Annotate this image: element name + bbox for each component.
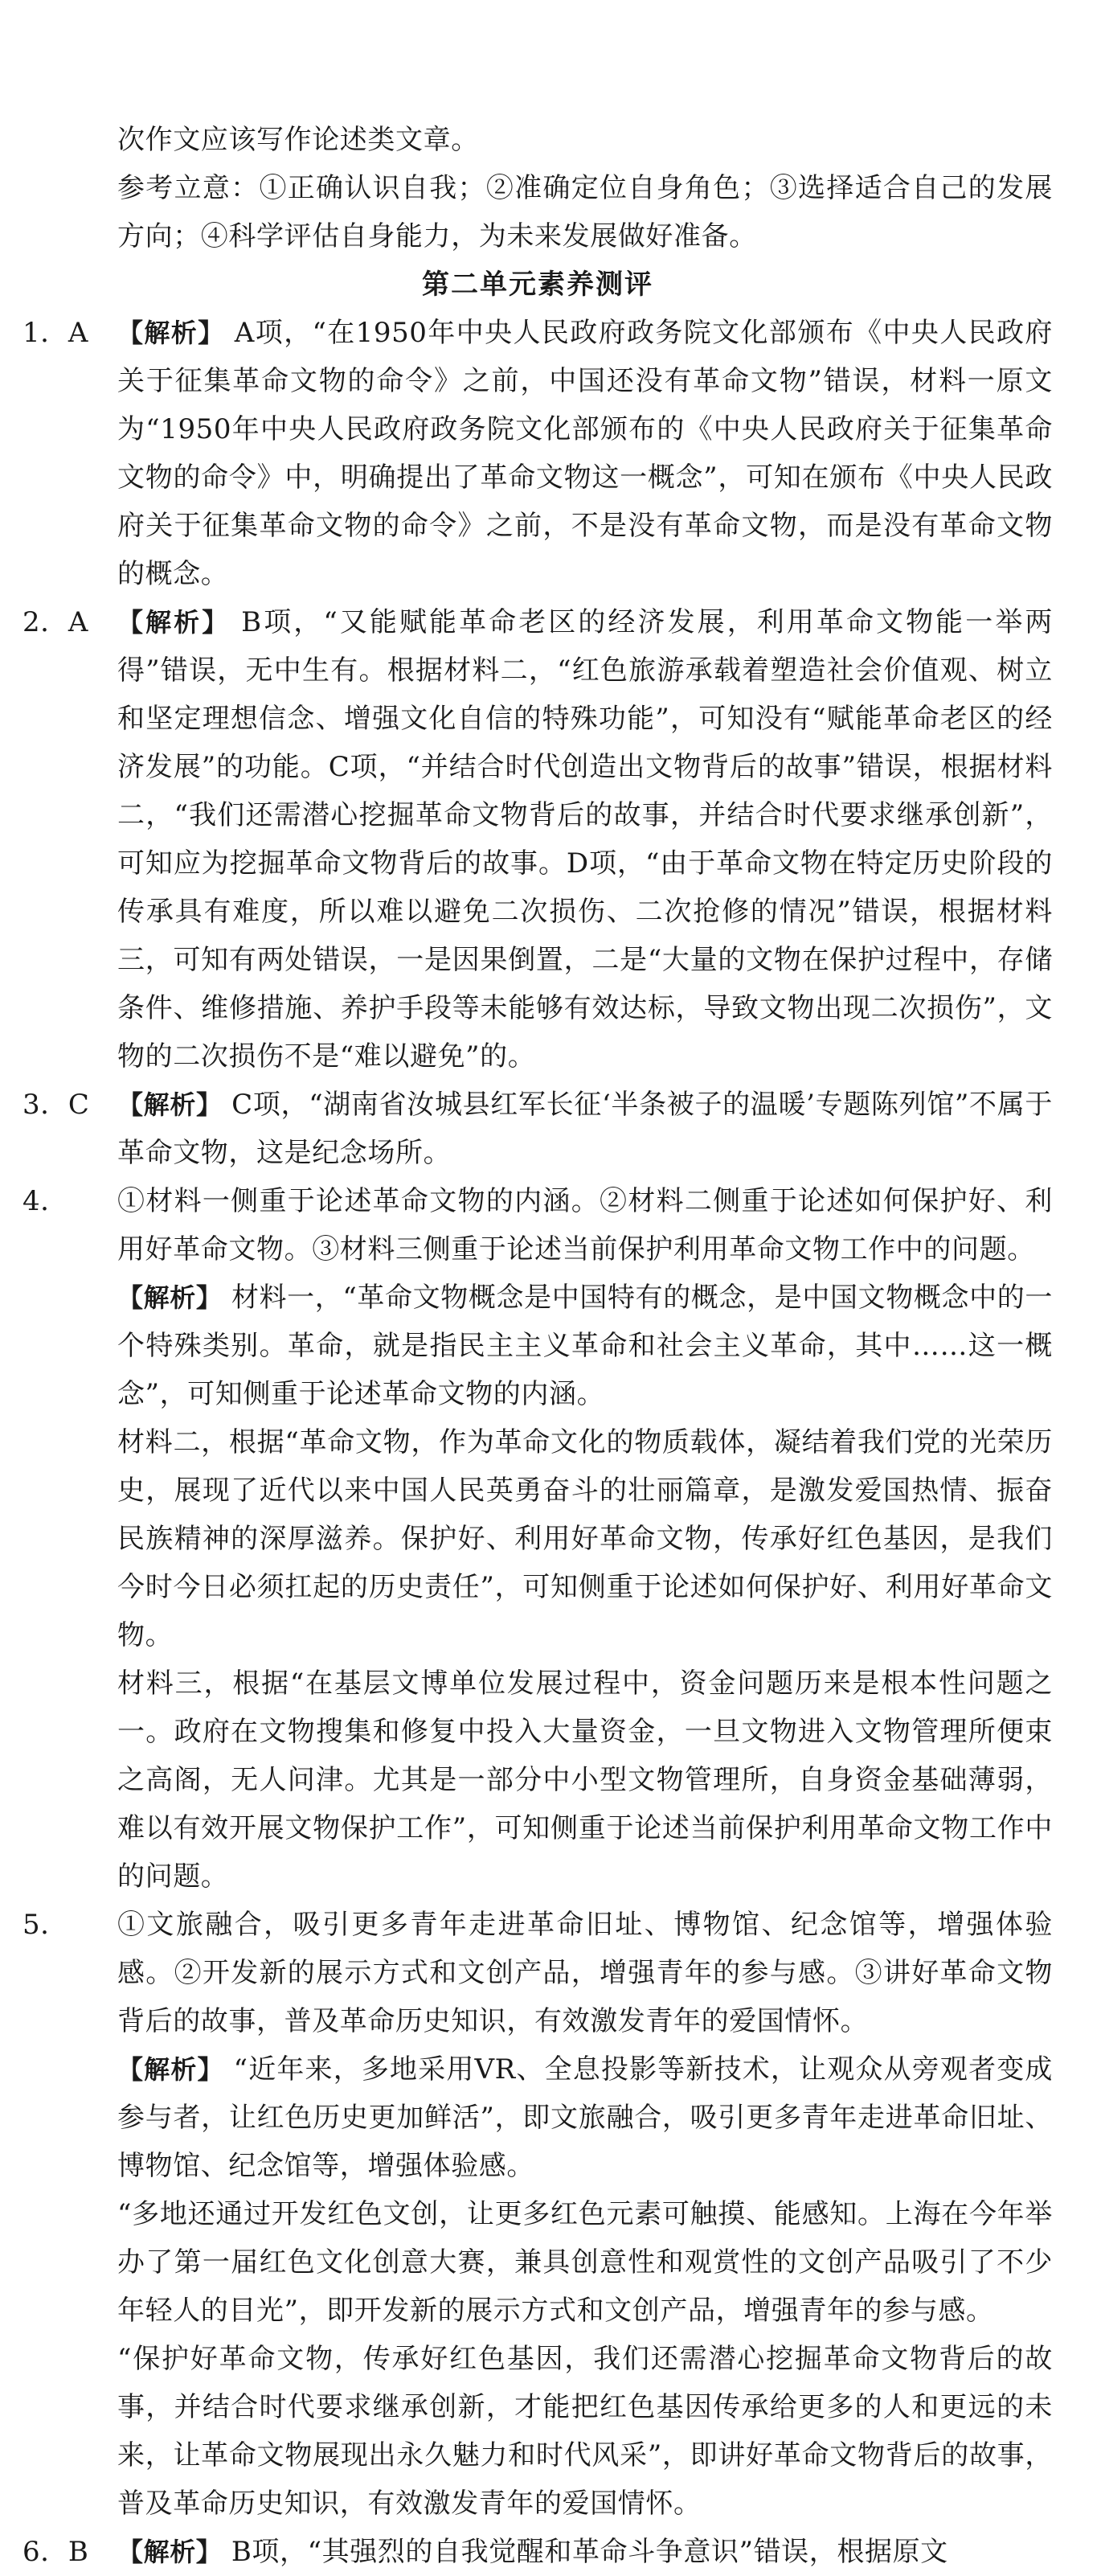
analysis-tag: 【解析】	[117, 1089, 223, 1120]
question-item-6	[23, 2528, 1053, 2576]
question-item-4	[23, 1177, 1053, 1901]
analysis-tag: 【解析】	[117, 1282, 223, 1313]
analysis-paragraph: “多地还通过开发红色文创，让更多红色元素可触摸、能感知。上海在今年举办了第一届红色文化创意大赛，兼具创意性和观赏性的文创产品吸引了不少年轻人的目光”，即开发新的展示方式和文创产品，增强青年的参与感。	[117, 2198, 1053, 2327]
analysis-paragraph: 材料三，根据“在基层文博单位发展过程中，资金问题历来是根本性问题之一。政府在文物搜集和修复中投入大量资金，一旦文物进入文物管理所便束之高阁，无人问津。尤其是一部分中小型文物管理所，自身资金基础薄弱，难以有效开展文物保护工作”，可知侧重于论述当前保护利用革命文物工作中的问题。	[117, 1667, 1053, 1893]
question-item-2	[23, 598, 1053, 1081]
analysis-paragraph: 材料二，根据“革命文物，作为革命文化的物质载体，凝结着我们党的光荣历史，展现了近代以来中国人民英勇奋斗的壮丽篇章，是激发爱国热情、振奋民族精神的深厚滋养。保护好、利用好革命文物，传承好红色基因，是我们今时今日必须扛起的历史责任”，可知侧重于论述如何保护好、利用好革命文物。	[117, 1426, 1053, 1651]
question-item-1	[23, 309, 1053, 598]
answer-text: ①材料一侧重于论述革命文物的内涵。②材料二侧重于论述如何保护好、利用好革命文物。③材料三侧重于论述当前保护利用革命文物工作中的问题。	[117, 1185, 1053, 1265]
analysis-text: “近年来，多地采用VR、全息投影等新技术，让观众从旁观者变成参与者，让红色历史更加鲜活”，即文旅融合，吸引更多青年走进革命旧址、博物馆、纪念馆等，增强体验感。	[117, 2053, 1053, 2182]
analysis-tag: 【解析】	[117, 607, 231, 638]
analysis-text: B项，“其强烈的自我觉醒和革命斗争意识”错误，根据原文	[231, 2536, 948, 2568]
section-title: 第二单元素养测评	[422, 269, 653, 301]
analysis-paragraph	[117, 2045, 1053, 2190]
analysis-text: 材料一，“革命文物概念是中国特有的概念，是中国文物概念中的一个特殊类别。革命，就是指民主主义革命和社会主义革命，其中……这一概念”，可知侧重于论述革命文物的内涵。	[117, 1282, 1053, 1410]
item-number: 2．A	[23, 606, 88, 638]
analysis-paragraph	[117, 1274, 1053, 1418]
analysis-paragraph: “保护好革命文物，传承好红色基因，我们还需潜心挖掘革命文物背后的故事，并结合时代要求继承创新，才能把红色基因传承给更多的人和更远的未来，让革命文物展现出永久魅力和时代风采”，即讲好革命文物背后的故事，普及革命历史知识，有效激发青年的爱国情怀。	[117, 2343, 1053, 2520]
question-item-5	[23, 1901, 1053, 2528]
item-number: 1．A	[23, 317, 88, 349]
item-number: 5．	[23, 1909, 68, 1941]
analysis-tag: 【解析】	[117, 318, 225, 348]
analysis-text: C项，“湖南省汝城县红军长征‘半条被子的温暖’专题陈列馆”不属于革命文物，这是纪念场所。	[117, 1089, 1053, 1169]
question-item-3	[23, 1081, 1053, 1177]
analysis-text: B项，“又能赋能革命老区的经济发展，利用革命文物能一举两得”错误，无中生有。根据材料二，“红色旅游承载着塑造社会价值观、树立和坚定理想信念、增强文化自信的特殊功能”，可知没有“赋能革命老区的经济发展”的功能。C项，“并结合时代创造出文物背后的故事”错误，根据材料二，“我们还需潜心挖掘革命文物背后的故事，并结合时代要求继承创新”，可知应为挖掘革命文物背后的故事。D项，“由于革命文物在特定历史阶段的传承具有难度，所以难以避免二次损伤、二次抢修的情况”错误，根据材料三，可知有两处错误，一是因果倒置，二是“大量的文物在保护过程中，存储条件、维修措施、养护手段等未能够有效达标，导致文物出现二次损伤”，文物的二次损伤不是“难以避免”的。	[117, 606, 1053, 1073]
analysis-text: A项，“在1950年中央人民政府政务院文化部颁布《中央人民政府关于征集革命文物的命令》之前，中国还没有革命文物”错误，材料一原文为“1950年中央人民政府政务院文化部颁布的《中央人民政府关于征集革命文物的命令》中，明确提出了革命文物这一概念”，可知在颁布《中央人民政府关于征集革命文物的命令》之前，不是没有革命文物，而是没有革命文物的概念。	[117, 317, 1053, 590]
item-number: 4．	[23, 1185, 68, 1217]
item-number: 6．B	[23, 2536, 89, 2568]
reference-ideas: 参考立意：①正确认识自我；②准确定位自身角色；③选择适合自己的发展方向；④科学评估自身能力，为未来发展做好准备。	[117, 172, 1053, 252]
item-number: 3．C	[23, 1089, 90, 1121]
intro-line: 次作文应该写作论述类文章。	[117, 124, 479, 156]
analysis-tag: 【解析】	[117, 2537, 223, 2567]
analysis-tag: 【解析】	[117, 2054, 224, 2085]
answer-text: ①文旅融合，吸引更多青年走进革命旧址、博物馆、纪念馆等，增强体验感。②开发新的展示方式和文创产品，增强青年的参与感。③讲好革命文物背后的故事，普及革命历史知识，有效激发青年的爱国情怀。	[117, 1909, 1053, 2037]
